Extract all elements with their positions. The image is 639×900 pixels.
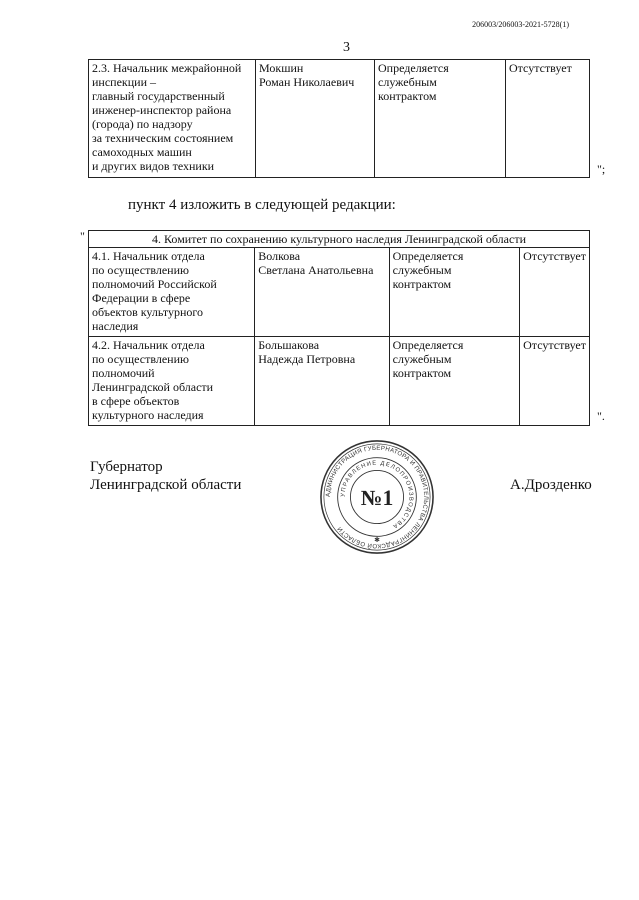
name-line: Светлана Анатольевна [258,263,374,277]
closing-quote-2: ". [597,409,605,423]
salary-line: контрактом [392,277,452,291]
salary-cell [375,60,506,178]
position-line: Федерации в сфере [92,291,191,305]
position-line: полномочий [92,366,155,380]
extra-cell: Отсутствует [520,248,590,337]
signatory-title-line: Ленинградской области [90,477,242,493]
positions-table-2 [88,230,590,426]
position-line: и других видов техники [92,159,215,173]
salary-line: Определяется [392,249,464,263]
position-line: по осуществлению [92,263,189,277]
positions-table-1 [88,59,590,178]
position-cell [89,248,255,337]
position-cell [89,337,255,426]
page-number: 3 [343,40,350,55]
opening-quote-2: " [80,229,85,243]
name-cell [255,337,389,426]
position-line: полномочий Российской [92,277,217,291]
seal-number: №1 [360,485,394,510]
position-line: 4.1. Начальник отдела [92,249,205,263]
position-line: Ленинградской области [92,380,214,394]
position-line: объектов культурного [92,305,204,319]
position-line: главный государственный [92,89,225,103]
table-header-row [89,231,590,248]
signatory-name: А.Дрозденко [510,477,592,493]
position-line: в сфере объектов [92,394,180,408]
position-line: 4.2. Начальник отдела [92,338,205,352]
name-cell [255,248,389,337]
position-line: за техническим состоянием [92,131,234,145]
signatory-title [90,458,241,494]
position-line: 2.3. Начальник межрайонной [92,61,242,75]
position-line: самоходных машин [92,145,192,159]
name-line: Роман Николаевич [259,75,355,89]
extra-cell: Отсутствует [506,60,590,178]
signatory-title-line: Губернатор [90,459,163,475]
document-id: 206003/206003-2021-5728(1) [472,20,569,29]
seal-ring-text: АДМИНИСТРАЦИЯ ГУБЕРНАТОРА И ПРАВИТЕЛЬСТВА ЛЕНИНГРАДСКОЙ ОБЛАСТИ [324,444,430,550]
salary-line: контрактом [378,89,437,103]
position-line: наследия [92,319,139,333]
salary-line: Определяется [378,61,449,75]
position-line: (города) по надзору [92,117,193,131]
official-seal-icon [318,438,436,556]
name-cell [256,60,375,178]
salary-cell [389,337,520,426]
seal-star-icon: ✱ [374,537,380,545]
table-row [89,248,590,337]
closing-quote-1: "; [597,162,606,176]
salary-line: контрактом [392,366,452,380]
name-line: Мокшин [259,61,304,75]
name-line: Большакова [258,338,320,352]
name-line: Надежда Петровна [258,352,356,366]
position-line: инженер-инспектор района [92,103,232,117]
position-line: по осуществлению [92,352,189,366]
amendment-paragraph: пункт 4 изложить в следующей редакции: [128,197,396,213]
table-row [89,60,590,178]
position-line: инспекции – [92,75,157,89]
salary-line: служебным [392,352,452,366]
salary-cell [389,248,520,337]
position-cell [89,60,256,178]
committee-header: 4. Комитет по сохранению культурного наследия Ленинградской области [89,231,590,248]
seal-inner-text: УПРАВЛЕНИЕ ДЕЛОПРОИЗВОДСТВА [340,460,414,530]
table-row [89,337,590,426]
salary-line: служебным [378,75,437,89]
extra-cell: Отсутствует [520,337,590,426]
name-line: Волкова [258,249,301,263]
salary-line: Определяется [392,338,464,352]
position-line: культурного наследия [92,408,204,422]
salary-line: служебным [392,263,452,277]
